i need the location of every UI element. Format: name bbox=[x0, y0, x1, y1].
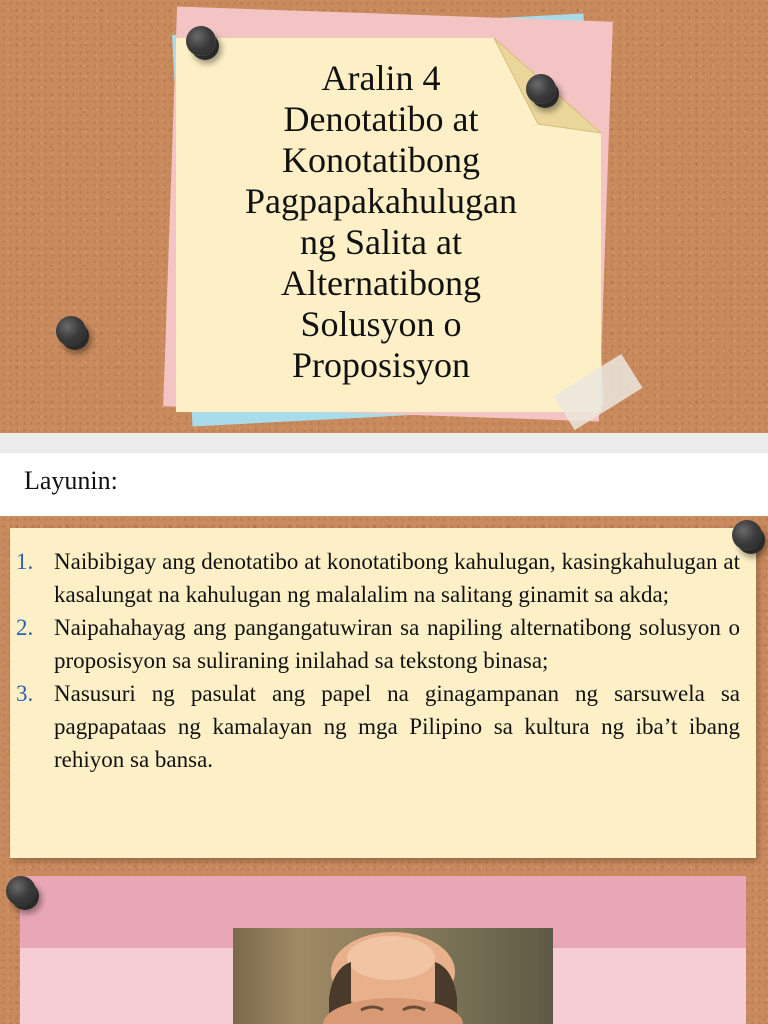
title-line: Konotatibong bbox=[282, 140, 480, 180]
title-line: Solusyon o bbox=[300, 304, 462, 344]
objective-item bbox=[16, 611, 740, 677]
section-heading: Layunin: bbox=[24, 466, 118, 495]
objective-item bbox=[16, 677, 740, 776]
objective-number: 3. bbox=[16, 681, 34, 706]
title-line: Alternatibong bbox=[281, 263, 481, 303]
objective-number: 1. bbox=[16, 549, 34, 574]
title-line: ng Salita at bbox=[300, 222, 462, 262]
push-pin-icon bbox=[6, 876, 40, 910]
author-portrait bbox=[233, 928, 553, 1024]
push-pin-icon bbox=[186, 26, 220, 60]
objectives-list bbox=[16, 545, 740, 776]
title-slide bbox=[0, 0, 768, 433]
lesson-title bbox=[210, 58, 552, 386]
objective-item bbox=[16, 545, 740, 611]
title-line: Proposisyon bbox=[291, 345, 471, 385]
objective-text: Naibibigay ang denotatibo at konotatibong kahulugan, kasingkahulugan at kasalungat na kahulugan ng malalalim na salitang ginamit sa akda; bbox=[54, 549, 740, 607]
title-line: Pagpapakahulugan bbox=[245, 181, 517, 221]
title-line: Denotatibo at bbox=[283, 99, 479, 139]
slide-divider bbox=[0, 433, 768, 453]
objective-text: Nasusuri ng pasulat ang papel na ginagampanan ng sarsuwela sa pagpapataas ng kamalayan ng mga Pilipino sa kultura ng iba’t ibang rehiyon sa bansa. bbox=[54, 681, 740, 772]
push-pin-icon bbox=[56, 316, 90, 350]
objective-text: Naipahahayag ang pangangatuwiran sa napiling alternatibong solusyon o proposisyon sa suliraning inilahad sa tekstong binasa; bbox=[54, 615, 740, 673]
title-line: Aralin 4 bbox=[321, 58, 441, 98]
push-pin-icon bbox=[526, 74, 560, 108]
objective-number: 2. bbox=[16, 615, 34, 640]
portrait-illustration bbox=[233, 928, 553, 1024]
